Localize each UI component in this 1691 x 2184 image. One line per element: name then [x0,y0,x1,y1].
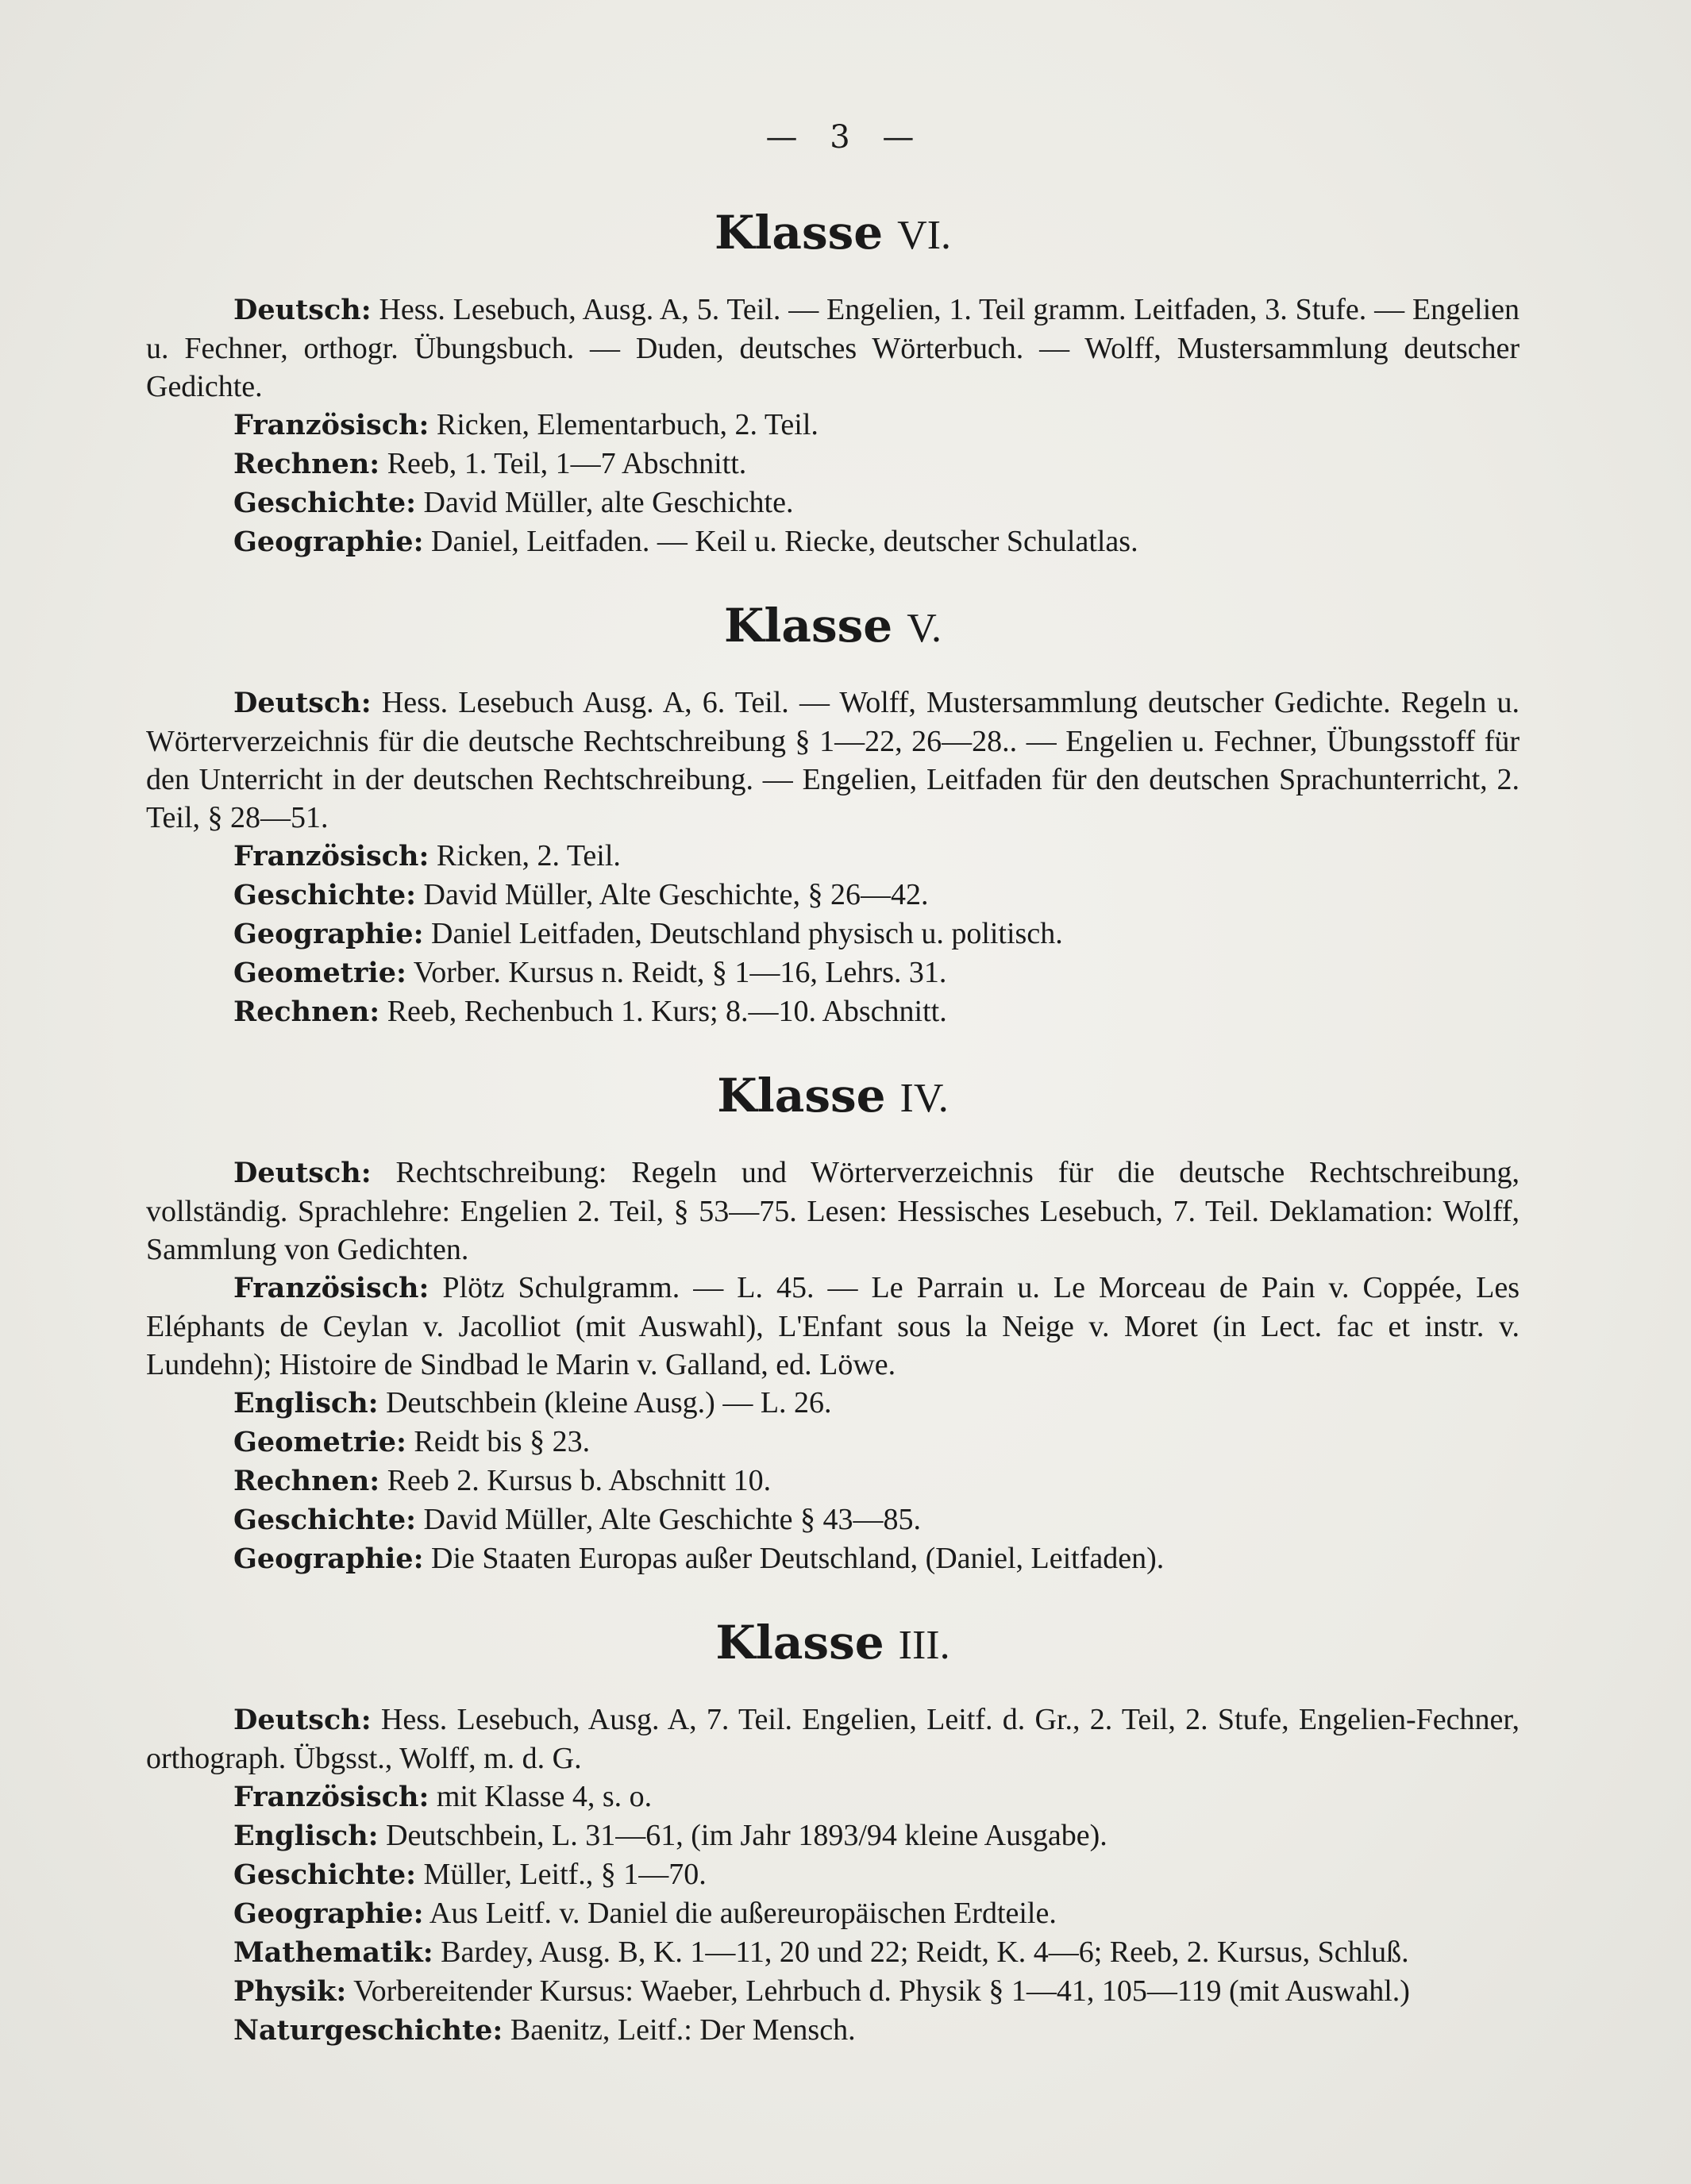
entry-geographie [146,1894,1520,1933]
subject-label: Deutsch: [233,294,372,326]
subject-label: Geometrie: [233,1426,406,1458]
subject-label: Englisch: [233,1387,379,1419]
entry-text: Ricken, 2. Teil. [429,839,621,872]
subject-label: Geschichte: [233,1504,417,1536]
entry-text: Reeb, Rechenbuch 1. Kurs; 8.—10. Abschnitt. [379,995,947,1028]
entry-text: Reidt bis § 23. [406,1425,591,1458]
subject-label: Physik: [233,1975,347,2008]
entry-text: Ricken, Elementarbuch, 2. Teil. [429,408,819,441]
subject-label: Geschichte: [233,879,417,911]
subject-label: Deutsch: [233,687,372,719]
subject-label: Geometrie: [233,957,406,989]
subject-label: Geschichte: [233,1859,417,1891]
entry-text: David Müller, Alte Geschichte § 43—85. [416,1503,921,1536]
entry-physik [146,1972,1520,2011]
entry-text: Reeb 2. Kursus b. Abschnitt 10. [379,1464,772,1497]
entry-text: Baenitz, Leitf.: Der Mensch. [503,2013,856,2047]
subject-label: Mathematik: [233,1936,433,1969]
entry-text: Daniel Leitfaden, Deutschland physisch u. politisch. [423,917,1063,950]
entry-text: Hess. Lesebuch Ausg. A, 6. Teil. — Wolff, Mustersammlung deutscher Gedichte. Regeln u. Wörterverzeichnis für die deutsche Rechtschreibung § 1—22, 26—28.. — Engelien u. Fechner, Übungsstoff für den Unterricht in der deutschen Rechtschreibung. — Engelien, Leitfaden für den deutschen Sprachunterricht, 2. Teil, § 28—51. [146,686,1520,834]
section-heading-klasse-v [146,590,1520,664]
entry-franzoesisch [146,837,1520,876]
entry-text: Vorbereitender Kursus: Waeber, Lehrbuch d. Physik § 1—41, 105—119 (mit Auswahl.) [346,1974,1410,2008]
section-title: Klasse [717,1069,886,1123]
entry-text: Bardey, Ausg. B, K. 1—11, 20 und 22; Reidt, K. 4—6; Reeb, 2. Kursus, Schluß. [433,1936,1409,1969]
subject-label: Englisch: [233,1820,379,1852]
entry-text: Reeb, 1. Teil, 1—7 Abschnitt. [379,447,747,480]
subject-label: Rechnen: [233,996,380,1028]
entry-franzoesisch [146,1778,1520,1816]
entry-naturgeschichte [146,2011,1520,2050]
section-heading-klasse-iii [146,1607,1520,1681]
subject-label: Geographie: [233,1543,424,1575]
entry-geometrie [146,953,1520,992]
section-title: Klasse [723,599,893,653]
section-heading-klasse-vi [146,197,1520,272]
entry-text: Daniel, Leitfaden. — Keil u. Riecke, deutscher Schulatlas. [423,525,1138,558]
entry-deutsch [146,1154,1520,1269]
entry-text: mit Klasse 4, s. o. [429,1780,653,1813]
entry-englisch [146,1384,1520,1423]
section-heading-klasse-iv [146,1060,1520,1134]
entry-deutsch [146,1701,1520,1778]
entry-text: Deutschbein (kleine Ausg.) — L. 26. [378,1386,832,1419]
section-title: Klasse [714,206,884,260]
subject-label: Geographie: [233,526,424,558]
entry-geschichte [146,1855,1520,1894]
entry-rechnen [146,445,1520,483]
entry-text: Hess. Lesebuch, Ausg. A, 7. Teil. Engelien, Leitf. d. Gr., 2. Teil, 2. Stufe, Engelien-Fechner, orthograph. Übgsst., Wolff, m. d. G. [146,1703,1520,1775]
page-number: — 3 — [765,119,926,156]
subject-label: Französisch: [233,840,429,872]
entry-text: Deutschbein, L. 31—61, (im Jahr 1893/94 kleine Ausgabe). [378,1819,1107,1852]
entry-rechnen [146,1462,1520,1500]
subject-label: Geographie: [233,1897,424,1930]
section-numeral: V. [907,606,942,651]
entry-text: Die Staaten Europas außer Deutschland, (Daniel, Leitfaden). [423,1542,1165,1575]
entry-englisch [146,1816,1520,1855]
subject-label: Naturgeschichte: [233,2014,503,2047]
entry-text: Müller, Leitf., § 1—70. [416,1858,707,1891]
entry-geographie [146,522,1520,561]
entry-text: Hess. Lesebuch, Ausg. A, 5. Teil. — Engelien, 1. Teil gramm. Leitfaden, 3. Stufe. — Engelien u. Fechner, orthogr. Übungsbuch. — Duden, deutsches Wörterbuch. — Wolff, Mustersammlung deutscher Gedichte. [146,293,1520,403]
entry-deutsch [146,684,1520,837]
content-body [146,183,1520,2050]
subject-label: Französisch: [233,409,429,441]
subject-label: Französisch: [233,1781,429,1813]
subject-label: Rechnen: [233,448,380,480]
subject-label: Deutsch: [233,1704,372,1736]
entry-geschichte [146,1500,1520,1539]
entry-text: Plötz Schulgramm. — L. 45. — Le Parrain u. Le Morceau de Pain v. Coppée, Les Eléphants de Ceylan v. Jacolliot (mit Auswahl), L'Enfant sous la Neige v. Moret (in Lect. fac et instr. v. Lundehn); Histoire de Sindbad le Marin v. Galland, ed. Löwe. [146,1271,1520,1381]
subject-label: Rechnen: [233,1465,380,1497]
entry-text: Rechtschreibung: Regeln und Wörterverzeichnis für die deutsche Rechtschreibung, vollständig. Sprachlehre: Engelien 2. Teil, § 53—75. Lesen: Hessisches Lesebuch, 7. Teil. Deklamation: Wolff, Sammlung von Gedichten. [146,1156,1520,1266]
entry-mathematik [146,1933,1520,1972]
entry-text: David Müller, Alte Geschichte, § 26—42. [416,878,929,911]
entry-rechnen [146,992,1520,1031]
entry-geschichte [146,483,1520,522]
entry-geometrie [146,1423,1520,1462]
section-numeral: IV. [899,1076,949,1121]
entry-geographie [146,1539,1520,1578]
entry-text: Aus Leitf. v. Daniel die außereuropäischen Erdteile. [423,1897,1057,1930]
entry-deutsch [146,291,1520,406]
section-numeral: III. [898,1623,950,1668]
entry-franzoesisch [146,406,1520,445]
subject-label: Deutsch: [233,1157,372,1189]
entry-geographie [146,915,1520,953]
section-numeral: VI. [897,213,952,258]
section-title: Klasse [715,1616,884,1670]
subject-label: Geschichte: [233,487,417,519]
subject-label: Geographie: [233,918,424,950]
entry-text: David Müller, alte Geschichte. [416,486,794,519]
subject-label: Französisch: [233,1272,429,1304]
entry-text: Vorber. Kursus n. Reidt, § 1—16, Lehrs. 31. [406,956,947,989]
entry-geschichte [146,876,1520,915]
entry-franzoesisch [146,1269,1520,1384]
